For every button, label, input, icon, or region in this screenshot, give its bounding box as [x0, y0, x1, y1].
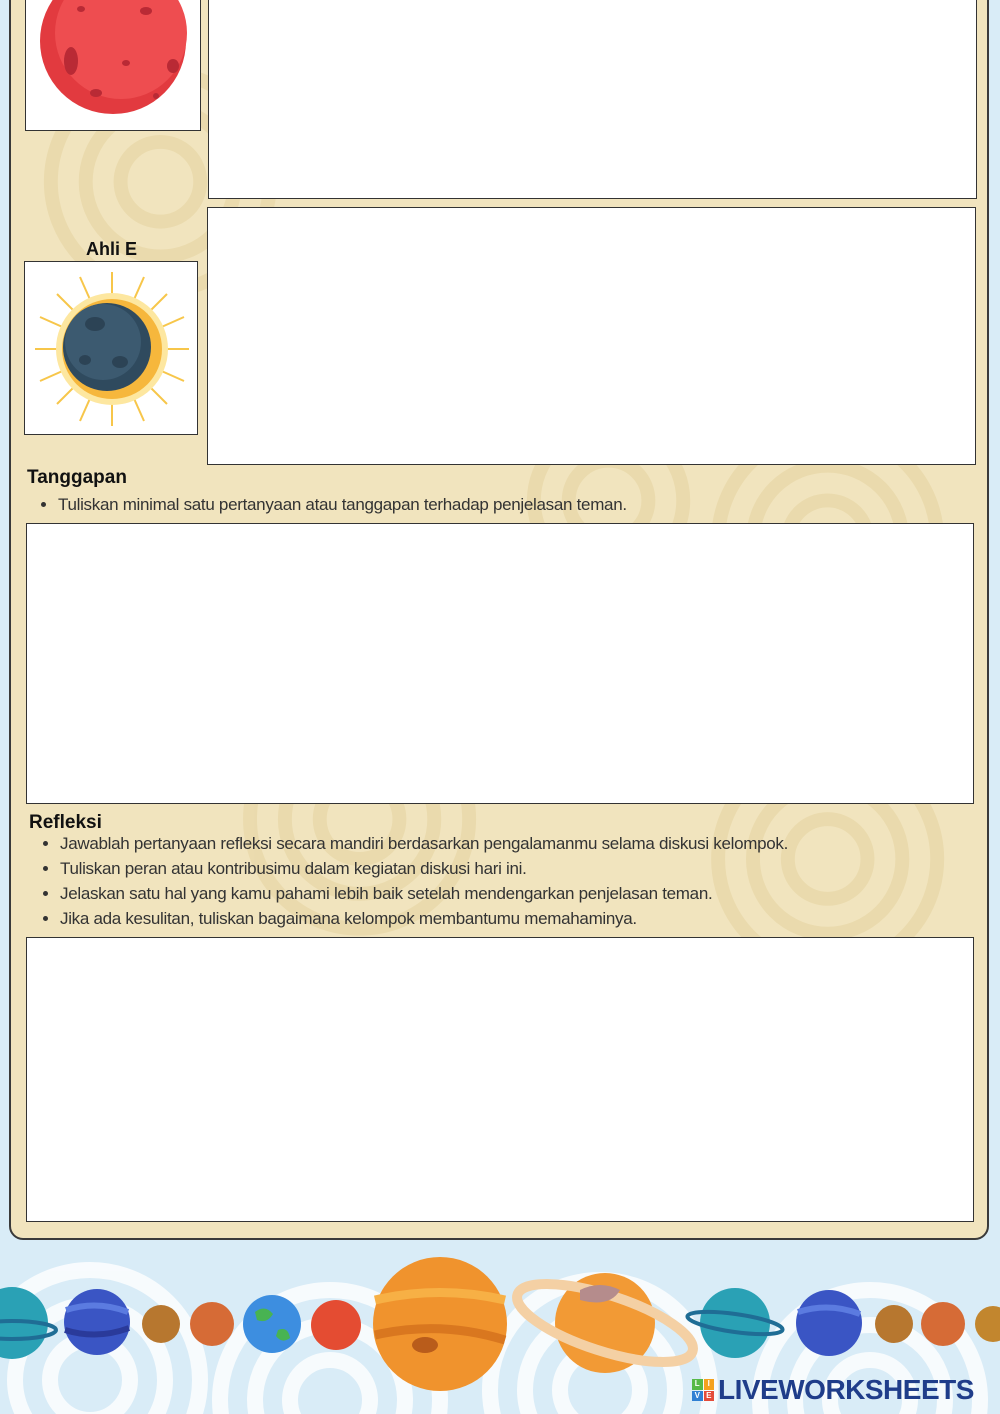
venus-icon [190, 1302, 234, 1346]
mercury-icon [142, 1305, 180, 1343]
liveworksheets-logo-mark [692, 1379, 714, 1401]
refleksi-answer-box[interactable] [26, 937, 974, 1222]
venus-right-icon [921, 1302, 965, 1346]
jupiter-icon [373, 1257, 507, 1391]
refleksi-bullet: • Jelaskan satu hal yang kamu pahami lebih baik setelah mendengarkan penjelasan teman. [60, 881, 788, 906]
neptune-left-icon [0, 1287, 56, 1359]
earth-icon [243, 1295, 301, 1353]
neptune-right-icon [796, 1290, 862, 1356]
refleksi-bullet: • Jawablah pertanyaan refleksi secara mandiri berdasarkan pengalamanmu selama diskusi kelompok. [60, 831, 788, 856]
logo-letter: E [704, 1391, 715, 1402]
tanggapan-instructions [36, 492, 627, 517]
expert-d-answer-box[interactable] [208, 0, 977, 199]
liveworksheets-logo [692, 1374, 974, 1406]
expert-e-label: Ahli E [86, 239, 138, 259]
refleksi-instructions [38, 831, 788, 931]
red-planet-icon [26, 0, 201, 131]
tanggapan-answer-box[interactable] [26, 523, 974, 804]
mars-icon [311, 1300, 361, 1350]
expert-d-image [25, 0, 201, 131]
logo-letter: V [692, 1391, 703, 1402]
liveworksheets-wordmark: LIVEWORKSHEETS [718, 1374, 974, 1405]
mercury-right-icon [875, 1305, 913, 1343]
expert-e-answer-box[interactable] [207, 207, 976, 465]
logo-letter: L [692, 1379, 703, 1390]
uranus-icon [686, 1288, 784, 1358]
refleksi-heading: Refleksi [29, 812, 102, 833]
expert-e-image [24, 261, 198, 435]
refleksi-bullet: • Tuliskan peran atau kontribusimu dalam kegiatan diskusi hari ini. [60, 856, 788, 881]
planet-edge-icon [975, 1306, 1000, 1342]
tanggapan-heading: Tanggapan [27, 467, 127, 488]
logo-letter: I [704, 1379, 715, 1390]
refleksi-bullet: • Jika ada kesulitan, tuliskan bagaimana kelompok membantumu memahaminya. [60, 906, 788, 931]
neptune-icon [64, 1289, 130, 1355]
solar-eclipse-icon [25, 262, 198, 435]
tanggapan-bullet: • Tuliskan minimal satu pertanyaan atau tanggapan terhadap penjelasan teman. [58, 492, 627, 517]
saturn-icon [509, 1268, 701, 1378]
